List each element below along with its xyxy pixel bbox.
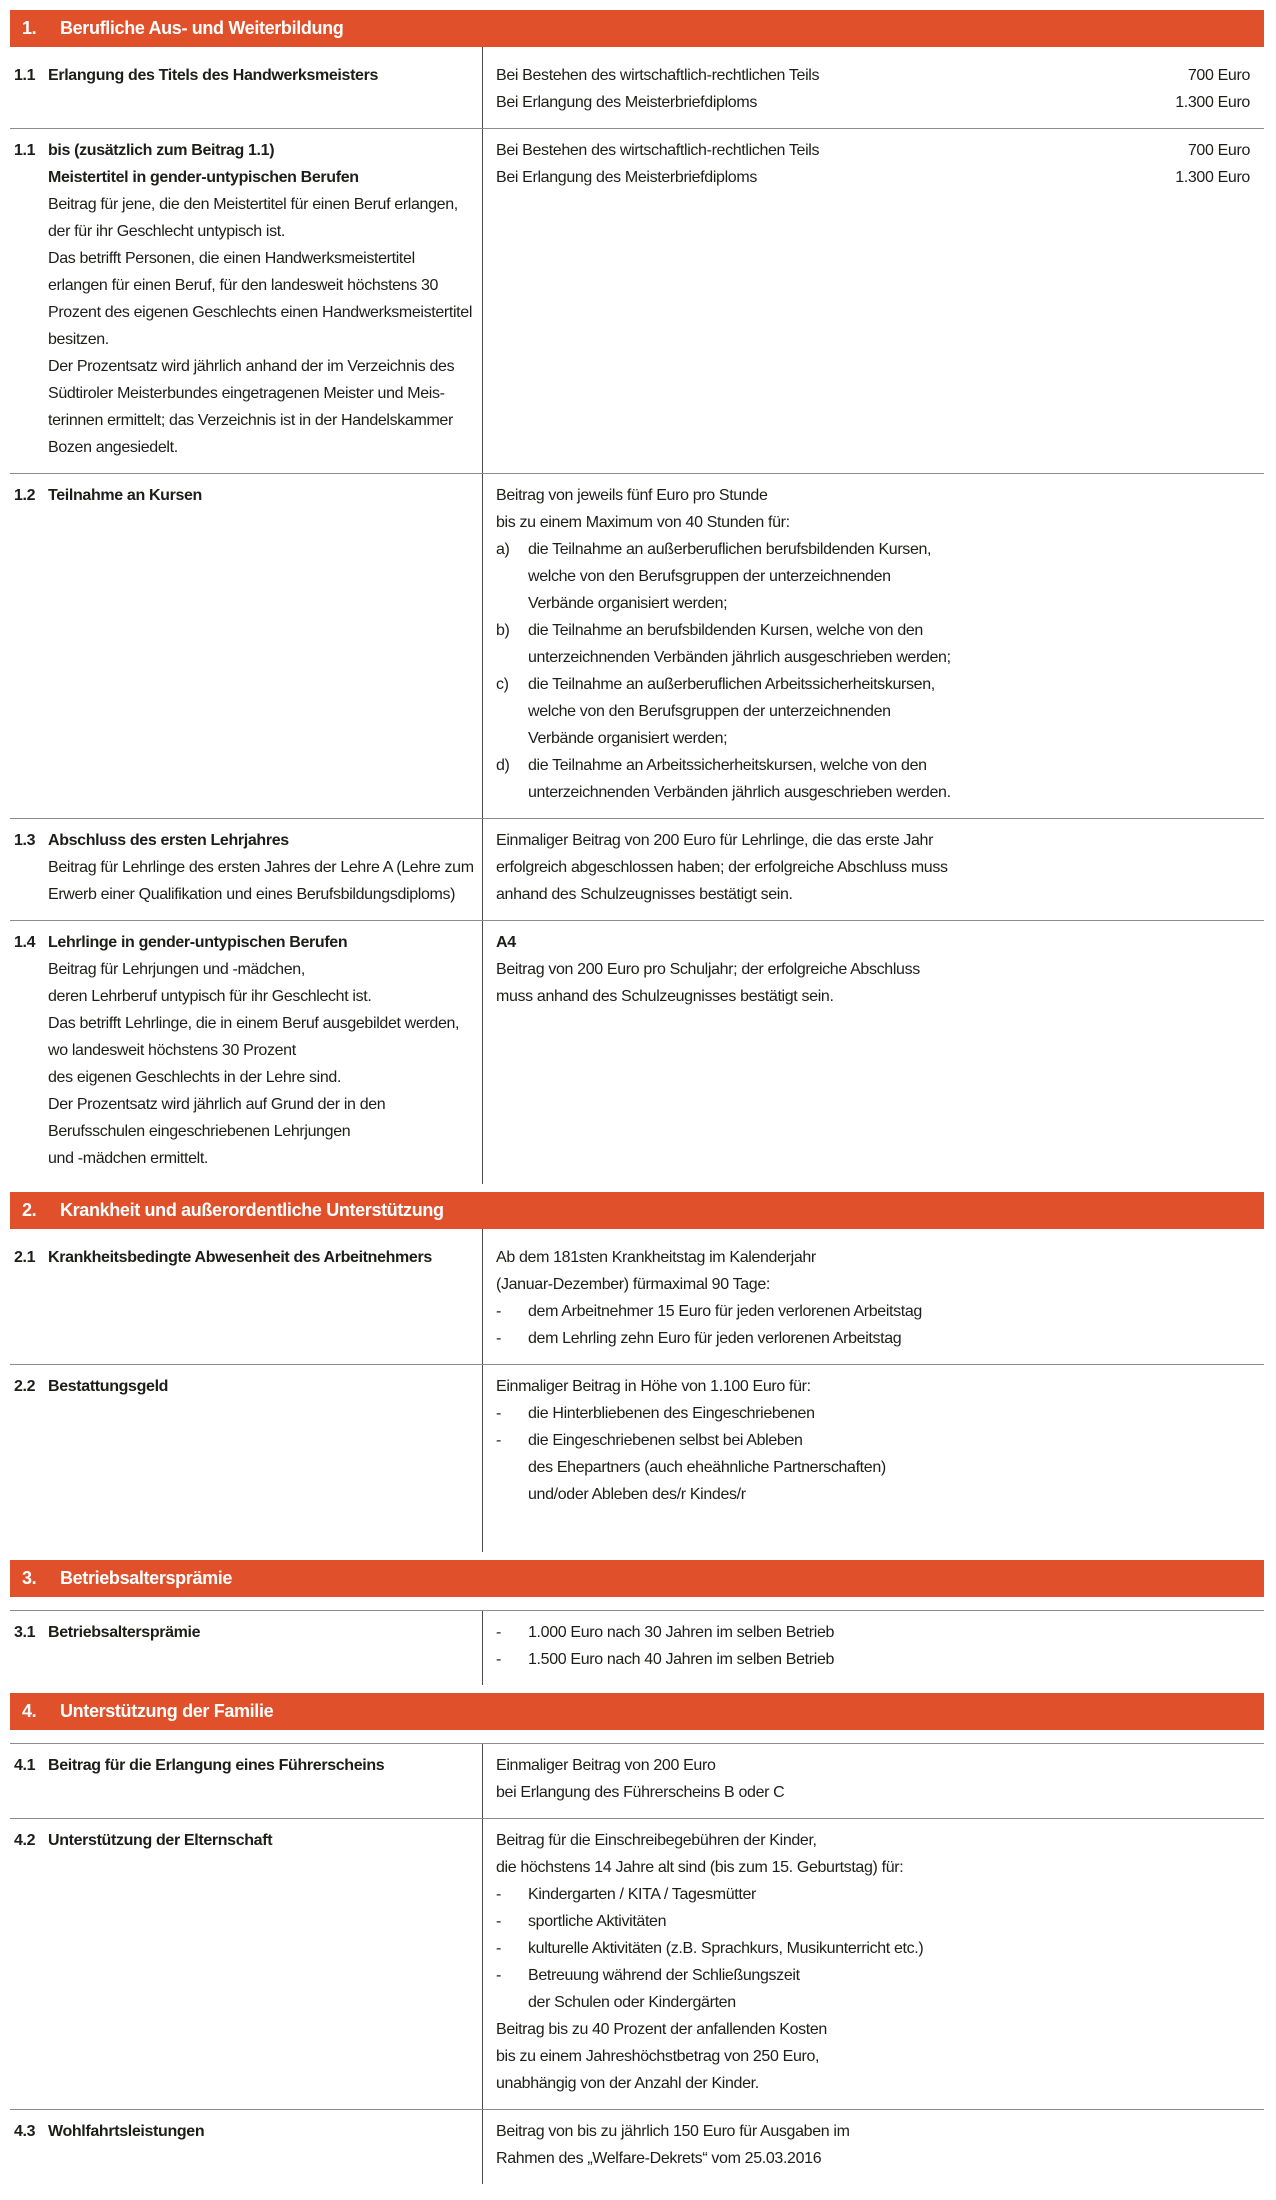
dash-marker: - [496,1967,501,1984]
detail-line: die Teilnahme an außerberuflichen Arbeitssicherheitskursen, [528,676,935,693]
description-line: Das betrifft Personen, die einen Handwerksmeistertitel [48,250,415,267]
condition-text: Bei Erlangung des Meisterbriefdiploms [496,169,757,186]
detail-line: der Schulen oder Kindergärten [528,1994,736,2011]
dash-item-lines [528,1646,1250,1673]
amount-line [496,137,1250,164]
benefit-name-cell [10,1744,482,1818]
item-number: 1.4 [14,934,36,951]
table-row-1-2 [10,473,1264,818]
lettered-item-lines [528,617,1250,671]
description-line: Beitrag für Lehrlinge des ersten Jahres der Lehre A (Lehre zum [48,859,474,876]
detail-line: Betreuung während der Schließungszeit [528,1967,800,1984]
amount-value: 700 Euro [1187,142,1250,159]
item-head [14,1619,476,1646]
item-title: Bestattungsgeld [48,1378,169,1395]
description-line: Erwerb einer Qualifikation und eines Berufsbildungsdiploms) [48,886,456,903]
item-letter: b) [496,622,510,639]
item-number: 1.1 [14,67,36,84]
detail-line: anhand des Schulzeugnisses bestätigt sein. [496,886,793,903]
item-description [48,191,476,461]
detail-line: Ab dem 181sten Krankheitstag im Kalenderjahr [496,1249,816,1266]
benefit-detail-cell [482,474,1264,818]
section-header-2 [10,1192,1264,1229]
benefit-detail-cell [482,129,1264,473]
table-row-4-3 [10,2109,1264,2184]
section-header-3 [10,1560,1264,1597]
benefit-name-cell [10,1611,482,1685]
detail-line: (Januar-Dezember) fürmaximal 90 Tage: [496,1276,770,1293]
detail-line: erfolgreich abgeschlossen haben; der erfolgreiche Abschluss muss [496,859,948,876]
benefit-name-cell [10,1819,482,2109]
table-row-1-1 [10,47,1264,128]
item-letter: c) [496,676,509,693]
section-title: Krankheit und außerordentliche Unterstützung [60,1200,444,1220]
dash-item [496,1646,1250,1673]
description-line: besitzen. [48,331,109,348]
lettered-item [496,752,1250,806]
item-number: 1.1 [14,142,36,159]
detail-line: sportliche Aktivitäten [528,1913,667,1930]
description-line: Beitrag für Lehrjungen und -mädchen, [48,961,305,978]
description-line: Der Prozentsatz wird jährlich anhand der im Verzeichnis des [48,358,455,375]
benefit-detail-cell [482,1744,1264,1818]
lettered-item [496,671,1250,752]
benefit-detail-cell [482,1819,1264,2109]
dash-item [496,1881,1250,1908]
lettered-item [496,617,1250,671]
benefit-name-cell [10,1229,482,1364]
detail-line: des Ehepartners (auch eheähnliche Partnerschaften) [528,1459,886,1476]
dash-marker: - [496,1651,501,1668]
description-line: Bozen angesiedelt. [48,439,178,456]
detail-line: die Teilnahme an berufsbildenden Kursen, welche von den [528,622,923,639]
dash-item [496,1298,1250,1325]
detail-line: welche von den Berufsgruppen der unterzeichnenden [528,568,891,585]
dash-item-lines [528,1400,1250,1427]
item-letter: a) [496,541,510,558]
dash-item-lines [528,1962,1250,2016]
description-line: wo landesweit höchstens 30 Prozent [48,1042,296,1059]
dash-item-lines [528,1427,1250,1508]
item-subtitle: Meistertitel in gender-untypischen Berufen [48,169,359,186]
dash-item [496,1400,1250,1427]
item-title: Unterstützung der Elternschaft [48,1832,273,1849]
dash-item [496,1427,1250,1508]
section-header-1 [10,10,1264,47]
item-title: Wohlfahrtsleistungen [48,2123,205,2140]
detail-line: bei Erlangung des Führerscheins B oder C [496,1784,785,1801]
section-number: 2. [22,1200,37,1220]
dash-item [496,1325,1250,1352]
item-head [14,2118,476,2145]
dash-item-lines [528,1935,1250,1962]
detail-line: die Eingeschriebenen selbst bei Ableben [528,1432,803,1449]
detail-line: 1.500 Euro nach 40 Jahren im selben Betrieb [528,1651,835,1668]
item-number: 4.3 [14,2123,36,2140]
item-head [14,137,476,164]
item-head [14,62,476,89]
item-number: 3.1 [14,1624,36,1641]
detail-line: die höchstens 14 Jahre alt sind (bis zum 15. Geburtstag) für: [496,1859,904,1876]
table-row-4-1 [10,1743,1264,1818]
section-header-4 [10,1693,1264,1730]
description-line: der für ihr Geschlecht untypisch ist. [48,223,285,240]
section-title: Berufliche Aus- und Weiterbildung [60,18,344,38]
detail-line: bis zu einem Maximum von 40 Stunden für: [496,514,790,531]
item-title: Betriebsaltersprämie [48,1624,201,1641]
amount-value: 1.300 Euro [1175,94,1250,111]
dash-marker: - [496,1913,501,1930]
benefit-name-cell [10,2110,482,2184]
detail-line: Beitrag bis zu 40 Prozent der anfallenden Kosten [496,2021,827,2038]
benefit-name-cell [10,129,482,473]
item-number: 2.1 [14,1249,36,1266]
description-line: Beitrag für jene, die den Meistertitel für einen Beruf erlangen, [48,196,458,213]
benefit-detail-cell [482,1229,1264,1364]
dash-item [496,1619,1250,1646]
item-title: Teilnahme an Kursen [48,487,202,504]
dash-marker: - [496,1624,501,1641]
benefit-detail-cell [482,2110,1264,2184]
item-letter: d) [496,757,510,774]
benefit-detail-cell [482,47,1264,128]
detail-line: Verbände organisiert werden; [528,730,728,747]
dash-item-lines [528,1619,1250,1646]
detail-line: muss anhand des Schulzeugnisses bestätigt sein. [496,988,834,1005]
item-head [14,827,476,854]
detail-code: A4 [496,934,516,951]
item-title: Beitrag für die Erlangung eines Führerscheins [48,1757,385,1774]
item-head [14,1373,476,1400]
table-row-3-1 [10,1610,1264,1685]
description-line: terinnen ermittelt; das Verzeichnis ist in der Handelskammer [48,412,453,429]
benefit-name-cell [10,819,482,920]
detail-line: 1.000 Euro nach 30 Jahren im selben Betrieb [528,1624,835,1641]
benefit-name-cell [10,921,482,1184]
detail-line: Einmaliger Beitrag von 200 Euro [496,1757,716,1774]
item-head [14,1244,476,1271]
detail-line: Verbände organisiert werden; [528,595,728,612]
detail-line: welche von den Berufsgruppen der unterzeichnenden [528,703,891,720]
item-head [14,1752,476,1779]
dash-marker: - [496,1432,501,1449]
table-row-4-2 [10,1818,1264,2109]
item-title: Erlangung des Titels des Handwerksmeisters [48,67,379,84]
dash-item [496,1962,1250,2016]
benefit-name-cell [10,47,482,128]
lettered-item-lines [528,536,1250,617]
item-description [48,956,476,1172]
detail-line: und/oder Ableben des/r Kindes/r [528,1486,746,1503]
item-head [14,1827,476,1854]
detail-line: die Teilnahme an Arbeitssicherheitskursen, welche von den [528,757,927,774]
dash-item-lines [528,1298,1250,1325]
dash-item-lines [528,1908,1250,1935]
lettered-item [496,536,1250,617]
item-head [14,929,476,956]
description-line: und -mädchen ermittelt. [48,1150,209,1167]
description-line: des eigenen Geschlechts in der Lehre sind. [48,1069,342,1086]
dash-item [496,1935,1250,1962]
detail-line: Einmaliger Beitrag in Höhe von 1.100 Euro für: [496,1378,811,1395]
benefit-detail-cell [482,1365,1264,1552]
benefit-detail-cell [482,819,1264,920]
dash-marker: - [496,1330,501,1347]
detail-line: Beitrag für die Einschreibegebühren der Kinder, [496,1832,817,1849]
item-head [14,482,476,509]
amount-line [496,62,1250,89]
item-title: bis (zusätzlich zum Beitrag 1.1) [48,142,275,159]
dash-marker: - [496,1886,501,1903]
amount-value: 1.300 Euro [1175,169,1250,186]
detail-line: die Teilnahme an außerberuflichen berufsbildenden Kursen, [528,541,932,558]
item-description [48,854,476,908]
section-number: 3. [22,1568,37,1588]
item-title: Lehrlinge in gender-untypischen Berufen [48,934,348,951]
detail-line: dem Lehrling zehn Euro für jeden verlorenen Arbeitstag [528,1330,902,1347]
table-row-2-2 [10,1364,1264,1552]
dash-marker: - [496,1405,501,1422]
table-row-1-1bis [10,128,1264,473]
dash-marker: - [496,1940,501,1957]
amount-line [496,164,1250,191]
section-title: Betriebsaltersprämie [60,1568,233,1588]
amount-value: 700 Euro [1187,67,1250,84]
item-number: 1.2 [14,487,36,504]
description-line: Das betrifft Lehrlinge, die in einem Beruf ausgebildet werden, [48,1015,460,1032]
description-line: deren Lehrberuf untypisch für ihr Geschlecht ist. [48,988,372,1005]
benefit-detail-cell [482,1611,1264,1685]
section-number: 4. [22,1701,37,1721]
section-number: 1. [22,18,37,38]
benefit-name-cell [10,474,482,818]
benefit-detail-cell [482,921,1264,1184]
description-line: Der Prozentsatz wird jährlich auf Grund der in den [48,1096,386,1113]
benefit-name-cell [10,1365,482,1552]
lettered-item-lines [528,671,1250,752]
detail-line: Rahmen des „Welfare-Dekrets“ vom 25.03.2016 [496,2150,822,2167]
item-number: 4.1 [14,1757,36,1774]
table-row-2-1 [10,1229,1264,1364]
section-title: Unterstützung der Familie [60,1701,274,1721]
detail-line: Einmaliger Beitrag von 200 Euro für Lehrlinge, die das erste Jahr [496,832,934,849]
detail-line: Beitrag von jeweils fünf Euro pro Stunde [496,487,768,504]
description-line: Südtiroler Meisterbundes eingetragenen Meister und Meis- [48,385,445,402]
detail-line: die Hinterbliebenen des Eingeschriebenen [528,1405,815,1422]
condition-text: Bei Bestehen des wirtschaftlich-rechtlichen Teils [496,67,820,84]
description-line: Prozent des eigenen Geschlechts einen Handwerksmeistertitel [48,304,473,321]
item-number: 1.3 [14,832,36,849]
amount-line [496,89,1250,116]
detail-line: unterzeichnenden Verbänden jährlich ausgeschrieben werden. [528,784,951,801]
item-number: 4.2 [14,1832,36,1849]
condition-text: Bei Erlangung des Meisterbriefdiploms [496,94,757,111]
lettered-item-lines [528,752,1250,806]
detail-line: unabhängig von der Anzahl der Kinder. [496,2075,759,2092]
dash-item [496,1908,1250,1935]
detail-line: unterzeichnenden Verbänden jährlich ausgeschrieben werden; [528,649,951,666]
description-line: Berufsschulen eingeschriebenen Lehrjungen [48,1123,351,1140]
description-line: erlangen für einen Beruf, für den landesweit höchstens 30 [48,277,439,294]
detail-line: Kindergarten / KITA / Tagesmütter [528,1886,756,1903]
table-row-1-3 [10,818,1264,920]
detail-line: Beitrag von bis zu jährlich 150 Euro für Ausgaben im [496,2123,850,2140]
detail-line: bis zu einem Jahreshöchstbetrag von 250 Euro, [496,2048,820,2065]
condition-text: Bei Bestehen des wirtschaftlich-rechtlichen Teils [496,142,820,159]
item-title: Krankheitsbedingte Abwesenheit des Arbeitnehmers [48,1249,432,1266]
detail-line: dem Arbeitnehmer 15 Euro für jeden verlorenen Arbeitstag [528,1303,922,1320]
detail-line: kulturelle Aktivitäten (z.B. Sprachkurs, Musikunterricht etc.) [528,1940,924,1957]
dash-item-lines [528,1325,1250,1352]
detail-line: Beitrag von 200 Euro pro Schuljahr; der erfolgreiche Abschluss [496,961,920,978]
item-title: Abschluss des ersten Lehrjahres [48,832,289,849]
item-number: 2.2 [14,1378,36,1395]
dash-item-lines [528,1881,1250,1908]
table-row-1-4 [10,920,1264,1184]
dash-marker: - [496,1303,501,1320]
